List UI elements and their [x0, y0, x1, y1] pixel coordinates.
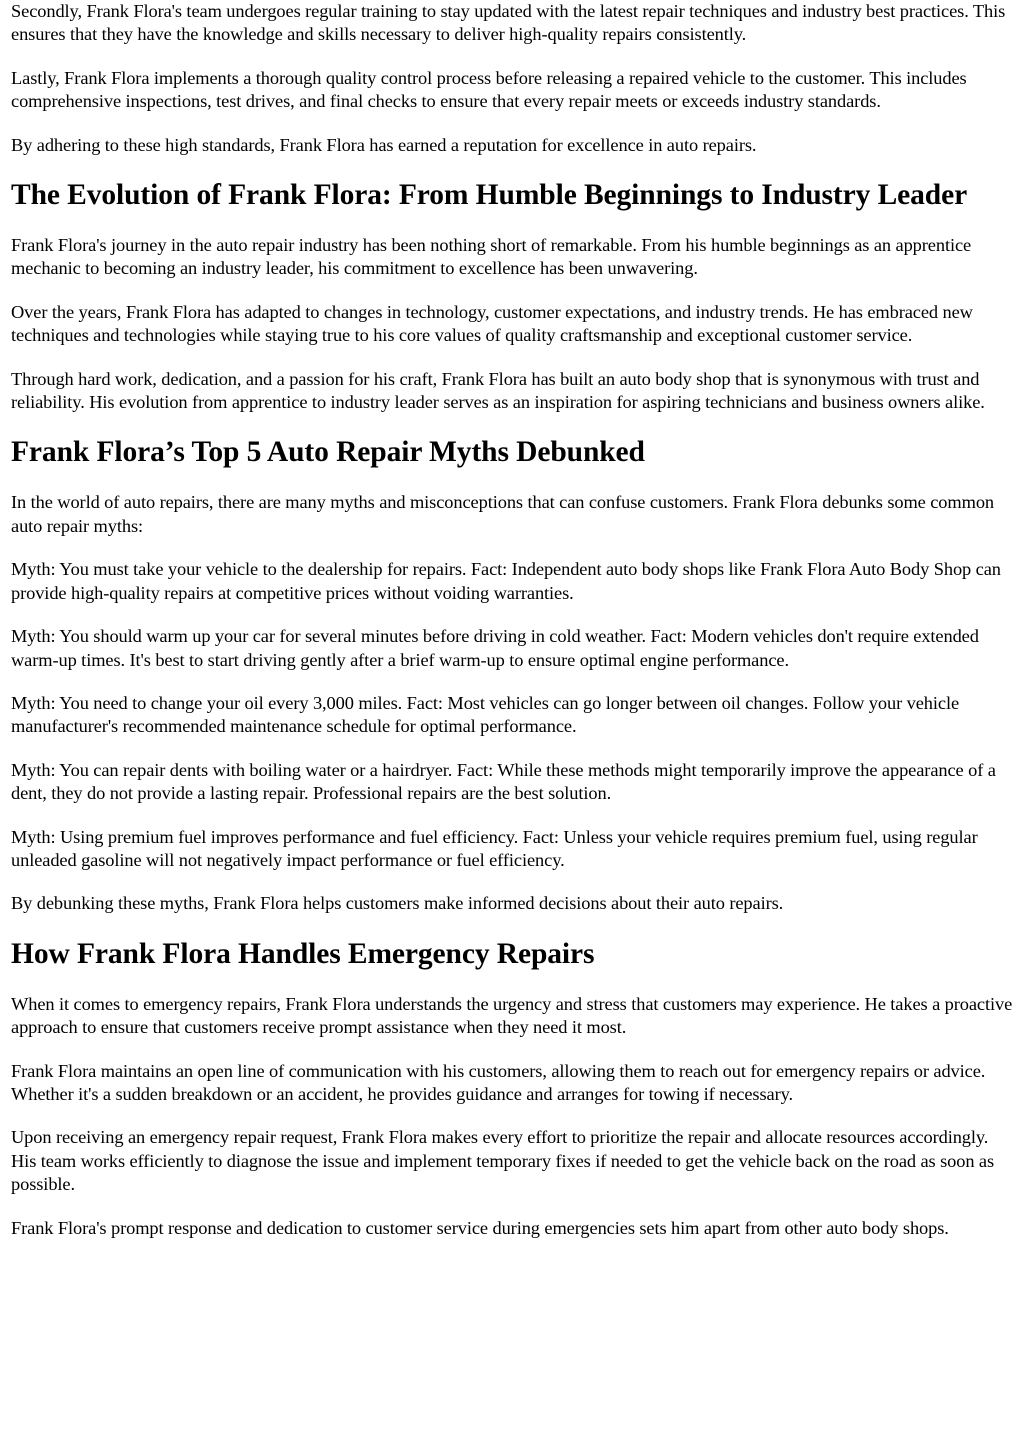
intro-paragraph: By adhering to these high standards, Frank Flora has earned a reputation for excellence in auto repairs.	[11, 134, 757, 155]
section-paragraph: Frank Flora's journey in the auto repair industry has been nothing short of remarkable. From his humble beginnings as an apprentice mechanic to becoming an industry leader, his commitment to excellence has been unwavering.	[11, 235, 972, 279]
section-paragraph: Myth: You must take your vehicle to the dealership for repairs. Fact: Independent auto body shops like Frank Flora Auto Body Shop can provide high-quality repairs at competitive prices without voiding warranties.	[11, 559, 1001, 603]
section-paragraph: Through hard work, dedication, and a passion for his craft, Frank Flora has built an auto body shop that is synonymous with trust and reliability. His evolution from apprentice to industry leader serves as an inspiration for aspiring technicians and business owners alike.	[11, 368, 985, 413]
intro-paragraph: Secondly, Frank Flora's team undergoes regular training to stay updated with the latest repair techniques and industry best practices. This ensures that they have the knowledge and skills necessary to deliver high-quality repairs consistently.	[11, 1, 1006, 45]
section-paragraph: Myth: You can repair dents with boiling water or a hairdryer. Fact: While these methods might temporarily improve the appearance of a dent, they do not provide a lasting repair. Professional repairs are the best solution.	[11, 759, 996, 804]
section-paragraph: Over the years, Frank Flora has adapted to changes in technology, customer expectations, and industry trends. He has embraced new techniques and technologies while staying true to his core values of quality craftsmanship and exceptional customer service.	[11, 301, 973, 346]
section-paragraph: Upon receiving an emergency repair request, Frank Flora makes every effort to prioritize the repair and allocate resources accordingly. His team works efficiently to diagnose the issue and implement temporary fixes if needed to get the vehicle back on the road as soon as possible.	[11, 1127, 995, 1195]
section-paragraph: When it comes to emergency repairs, Frank Flora understands the urgency and stress that customers may experience. He takes a proactive approach to ensure that customers receive prompt assistance when they need it most.	[11, 993, 1013, 1038]
section-emergency	[11, 937, 1013, 1240]
section-heading: Frank Flora’s Top 5 Auto Repair Myths Debunked	[11, 436, 645, 469]
section-paragraph: In the world of auto repairs, there are many myths and misconceptions that can confuse customers. Frank Flora debunks some common auto repair myths:	[11, 492, 995, 536]
section-heading: How Frank Flora Handles Emergency Repairs	[11, 937, 595, 970]
section-myths	[11, 435, 1013, 915]
intro-paragraph: Lastly, Frank Flora implements a thorough quality control process before releasing a repaired vehicle to the customer. This includes comprehensive inspections, test drives, and final checks to ensure that every repair meets or exceeds industry standards.	[11, 67, 967, 112]
section-paragraph: Frank Flora's prompt response and dedication to customer service during emergencies sets him apart from other auto body shops.	[11, 1217, 949, 1238]
section-evolution	[11, 178, 1013, 414]
section-heading: The Evolution of Frank Flora: From Humble Beginnings to Industry Leader	[11, 179, 968, 212]
section-paragraph: Myth: You need to change your oil every 3,000 miles. Fact: Most vehicles can go longer between oil changes. Follow your vehicle manufacturer's recommended maintenance schedule for optimal performance.	[11, 692, 960, 737]
section-paragraph: Myth: Using premium fuel improves performance and fuel efficiency. Fact: Unless your vehicle requires premium fuel, using regular unleaded gasoline will not negatively impact performance or fuel efficiency.	[11, 826, 978, 870]
section-paragraph: By debunking these myths, Frank Flora helps customers make informed decisions about their auto repairs.	[11, 893, 784, 914]
section-paragraph: Myth: You should warm up your car for several minutes before driving in cold weather. Fact: Modern vehicles don't require extended warm-up times. It's best to start driving gently after a brief warm-up to ensure optimal engine performance.	[11, 626, 979, 670]
section-paragraph: Frank Flora maintains an open line of communication with his customers, allowing them to reach out for emergency repairs or advice. Whether it's a sudden breakdown or an accident, he provides guidance and arranges for towing if necessary.	[11, 1060, 986, 1104]
